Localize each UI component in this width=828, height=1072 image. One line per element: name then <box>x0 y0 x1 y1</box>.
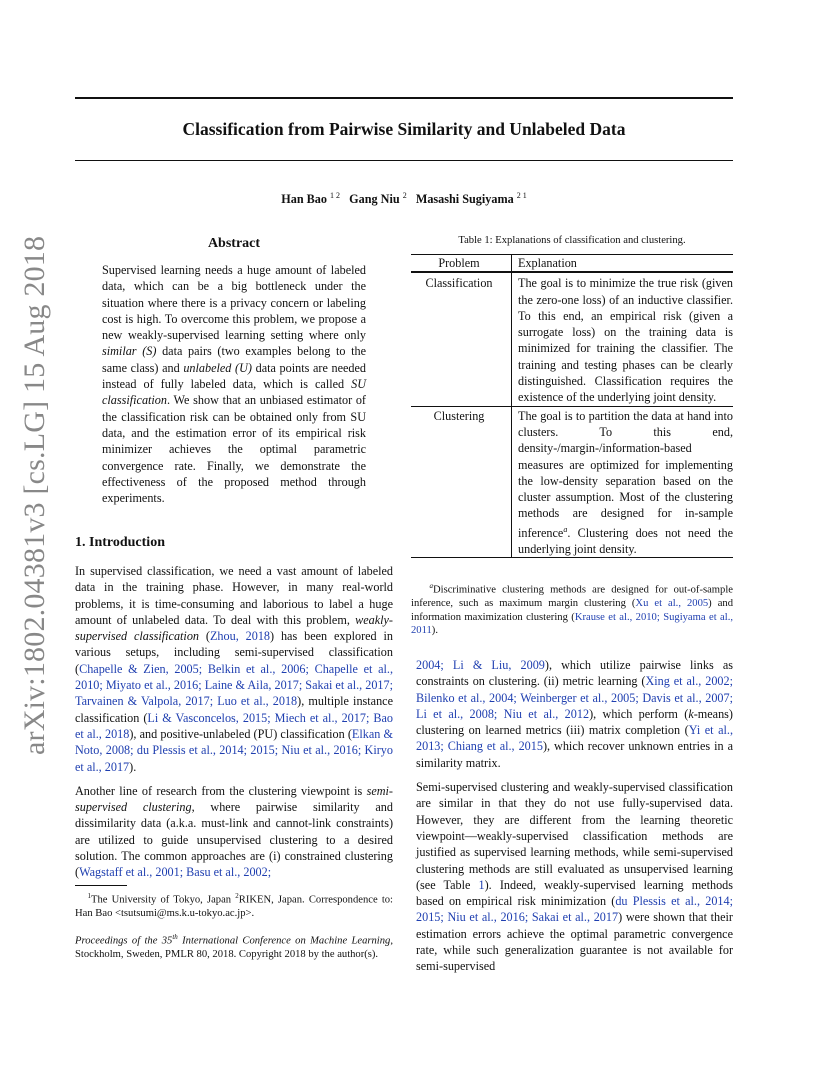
citation-link[interactable]: Elkan & Noto, 2008; du Plessis et al., 2014; 2015; Niu et al., 2016; Kiryo et al., 2017 <box>75 726 393 774</box>
author-name: Gang Niu <box>349 192 400 207</box>
title-rule <box>75 160 733 161</box>
table-reference-link[interactable]: 1 <box>478 877 485 892</box>
proceedings-note: Proceedings of the 35th International Conference on Machine Learning, Stockholm, Sweden, PMLR 80, 2018. Copyright 2018 by the author(s). <box>75 933 393 961</box>
citation-link[interactable]: Xu et al., 2005 <box>635 598 709 610</box>
citation-link[interactable]: Xing et al., 2002; Bilenko et al., 2004; Weinberger et al., 2005; Davis et al., 2007; Li et al., 2008; Niu et al., 2012 <box>416 674 733 721</box>
author-affiliation: 1 2 <box>330 191 341 200</box>
citation-link[interactable]: du Plessis et al., 2014; 2015; Niu et al., 2016; Sakai et al., 2017 <box>416 894 733 925</box>
table-caption: Table 1: Explanations of classification and clustering. <box>458 235 686 246</box>
introduction-left-column <box>75 563 393 881</box>
table-cell-problem: Classification <box>411 272 512 406</box>
paragraph: In supervised classification, we need a vast amount of labeled data in the training phase. However, in many real-world problems, it is time-consuming and laborious to label a huge amount of unlabeled data. To deal with this problem, weakly-supervised classification (Zhou, 2018) has been explored in various setups, including semi-supervised classification (Chapelle & Zien, 2005; Belkin et al., 2006; Chapelle et al., 2010; Miyato et al., 2016; Laine & Aila, 2017; Sakai et al., 2017; Tarvainen & Valpola, 2017; Luo et al., 2018), multiple instance classification (Li & Vasconcelos, 2015; Miech et al., 2017; Bao et al., 2018), and positive-unlabeled (PU) classification (Elkan & Noto, 2008; du Plessis et al., 2014; 2015; Niu et al., 2016; Kiryo et al., 2017). <box>75 564 393 774</box>
introduction-right-column <box>416 657 733 975</box>
table-header-explanation: Explanation <box>518 256 577 270</box>
citation-link[interactable]: Zhou, 2018 <box>209 629 271 644</box>
abstract-body: Supervised learning needs a huge amount of labeled data, which can be a big bottleneck under the situation where there is a privacy concern or labeling cost is high. To overcome this problem, we propose a new weakly-supervised learning setting where only similar (S) data pairs (two examples belong to the same class) and unlabeled (U) data points are needed instead of fully labeled data, which is called SU classification. We show that an unbiased estimator of the classification risk can be obtained only from SU data, and the estimation error of its empirical risk minimizer achieves the optimal parametric convergence rate. Finally, we demonstrate the effectiveness of the proposed method through experiments. <box>102 263 367 506</box>
citation-link[interactable]: Li & Vasconcelos, 2015; Miech et al., 2017; Bao et al., 2018 <box>75 710 393 741</box>
author-affiliation: 2 1 <box>516 191 527 200</box>
citation-link[interactable]: 2004; Li & Liu, 2009 <box>416 658 545 672</box>
paragraph: Semi-supervised clustering and weakly-supervised classification are similar in that they do not use fully-supervised data. However, they are different from the learning theoretic viewpoint—weakly-supervised classification methods are justified as supervised learning methods, while semi-supervised clustering methods are still evaluated as unsupervised learning (see Table 1). Indeed, weakly-supervised learning methods based on empirical risk minimization (du Plessis et al., 2014; 2015; Niu et al., 2016; Sakai et al., 2017) were shown that their estimation errors achieve the optimal parametric convergence rate, while such generalization guarantee is not available for semi-supervised <box>416 780 734 974</box>
paragraph: 2004; Li & Liu, 2009), which utilize pairwise links as constraints on clustering. (ii) metric learning (Xing et al., 2002; Bilenko et al., 2004; Weinberger et al., 2005; Davis et al., 2007; Li et al., 2008; Niu et al., 2012), which perform (k-means) clustering on learned metrics (iii) matrix completion (Yi et al., 2013; Chiang et al., 2015), which recover unknown entries in a similarity matrix. <box>416 658 733 770</box>
section-heading-introduction: 1. Introduction <box>75 535 165 550</box>
table-cell-explanation: The goal is to partition the data at hand into clusters. To this end, density-/margin-/information-based measures are optimized for implementing the low-density separation based on the cluster assumption. Most of the clustering methods are designed for in-sample inference$^a$. Clustering does not need the underlying joint density. <box>518 408 733 557</box>
table-row <box>411 406 733 558</box>
paragraph: Another line of research from the clustering viewpoint is semi-supervised clustering, where pairwise similarity and dissimilarity data (a.k.a. must-link and cannot-link constraints) are utilized to guide unsupervised clustering to a desired solution. The common approaches are (i) constrained clustering (Wagstaff et al., 2001; Basu et al., 2002; <box>75 783 393 880</box>
citation-link[interactable]: Yi et al., 2013; Chiang et al., 2015 <box>416 723 733 754</box>
citation-link[interactable]: Krause et al., 2010; Sugiyama et al., 2011 <box>411 611 734 637</box>
citation-link[interactable]: Chapelle & Zien, 2005; Belkin et al., 2006; Chapelle et al., 2010; Miyato et al., 2016; Laine & Aila, 2017; Sakai et al., 2017; Tarvainen & Valpola, 2017; Luo et al., 2018 <box>75 661 393 709</box>
author-name: Masashi Sugiyama <box>415 192 514 207</box>
explanation-table <box>411 254 733 558</box>
table-row <box>411 272 733 406</box>
citation-link[interactable]: Wagstaff et al., 2001; Basu et al., 2002; <box>79 865 272 880</box>
footnote-rule <box>75 885 127 886</box>
affiliation-footnote: $^1$The University of Tokyo, Japan $^2$RIKEN, Japan. Correspondence to: Han Bao <tsutsumi@ms.k.u-tokyo.ac.jp>. <box>75 892 394 920</box>
top-rule <box>75 97 733 99</box>
abstract-heading: Abstract <box>207 236 261 251</box>
author-affiliation: 2 <box>402 191 407 200</box>
table-footnote: $^a$Discriminative clustering methods are designed for out-of-sample inference, such as maximum margin clustering (Xu et al., 2005) and information maximization clustering (Krause et al., 2010; Sugiyama et al., 2011). <box>411 582 734 637</box>
table-header-problem: Problem <box>411 255 512 273</box>
table-cell-problem: Clustering <box>411 406 512 558</box>
table-cell-explanation: The goal is to minimize the true risk (given the zero-one loss) of an inductive classifier. To this end, an empirical risk (given a surrogate loss) on the training data is minimized for training the classifier. The training and testing phases can be clearly distinguished. Classification requires the existence of the underlying joint density. <box>518 276 733 405</box>
table-header-row <box>411 255 733 273</box>
author-list <box>75 191 733 207</box>
arxiv-identifier: arXiv:1802.04381v3 [cs.LG] 15 Aug 2018 <box>18 235 51 755</box>
author-name: Han Bao <box>281 192 327 207</box>
paper-title: Classification from Pairwise Similarity and Unlabeled Data <box>182 119 626 139</box>
